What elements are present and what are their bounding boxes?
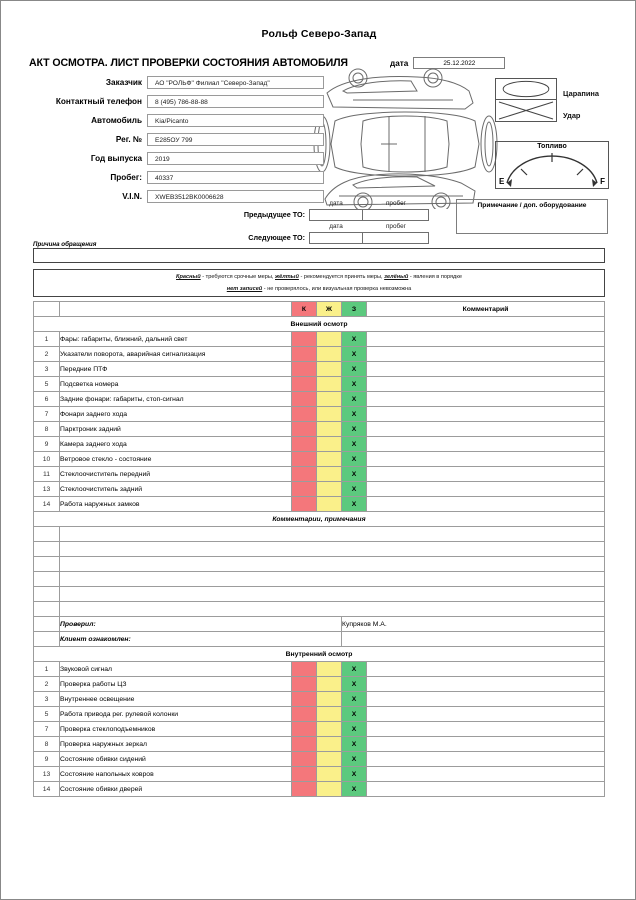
field-row-mileage (29, 170, 324, 185)
label-plate: Рег. № (115, 134, 142, 144)
row-number: 3 (34, 362, 60, 377)
comments-empty-input[interactable] (60, 527, 605, 542)
table-row (34, 422, 605, 437)
row-mark-green[interactable]: X (342, 407, 367, 422)
row-mark-yellow[interactable] (317, 347, 342, 362)
vehicle-diagram-icon (313, 59, 499, 209)
comments-empty-num (34, 587, 60, 602)
table-row (34, 752, 605, 767)
row-mark-green[interactable]: X (342, 377, 367, 392)
row-item-name: Указатели поворота, аварийная сигнализация (60, 347, 292, 362)
row-item-name: Работа наружных замков (60, 497, 292, 512)
row-item-name: Проверка работы ЦЗ (60, 677, 292, 692)
row-number: 3 (34, 692, 60, 707)
legend-green-text: - явления в порядке (408, 274, 462, 280)
table-row (34, 407, 605, 422)
row-number: 5 (34, 377, 60, 392)
row-mark-red[interactable] (292, 482, 317, 497)
table-row (34, 332, 605, 347)
hit-symbol-cell (496, 100, 556, 121)
row-number: 9 (34, 752, 60, 767)
field-row-plate (29, 132, 324, 147)
fuel-full-label: F (600, 177, 605, 186)
row-comment[interactable] (367, 362, 605, 377)
field-row-phone (29, 94, 324, 109)
table-row (34, 662, 605, 677)
row-mark-red[interactable] (292, 677, 317, 692)
table-row (34, 347, 605, 362)
service-history-block (237, 199, 435, 245)
row-mark-red[interactable] (292, 362, 317, 377)
legend-line-1 (34, 273, 604, 282)
table-row (34, 467, 605, 482)
row-mark-yellow[interactable] (317, 782, 342, 797)
row-mark-red[interactable] (292, 782, 317, 797)
row-item-name: Стеклоочиститель задний (60, 482, 292, 497)
row-item-name: Парктроник задний (60, 422, 292, 437)
label-next-service: Следующее ТО: (248, 233, 305, 242)
field-row-year (29, 151, 324, 166)
row-mark-yellow[interactable] (317, 467, 342, 482)
row-comment[interactable] (367, 407, 605, 422)
section-title-1: Внешний осмотр (34, 317, 605, 332)
row-number: 10 (34, 452, 60, 467)
legend-yellow-text: - рекомендуется принять меры, (298, 274, 385, 280)
row-item-name: Фонари заднего хода (60, 407, 292, 422)
row-mark-yellow[interactable] (317, 392, 342, 407)
row-mark-green[interactable]: X (342, 422, 367, 437)
service-prev-row (237, 208, 435, 221)
row-mark-yellow[interactable] (317, 677, 342, 692)
checked-by-spacer (34, 617, 60, 632)
legend-norecord-key: нет записей (226, 286, 263, 292)
row-item-name: Подсветка номера (60, 377, 292, 392)
comments-empty-input[interactable] (60, 602, 605, 617)
row-mark-red[interactable] (292, 752, 317, 767)
row-comment[interactable] (367, 662, 605, 677)
checked-by-value[interactable]: Купряков М.А. (342, 617, 605, 632)
row-comment[interactable] (367, 722, 605, 737)
header-col-comment: Комментарий (367, 302, 605, 317)
damage-symbol-legend (495, 78, 557, 122)
header-col-green: З (342, 302, 367, 317)
row-comment[interactable] (367, 752, 605, 767)
row-mark-yellow[interactable] (317, 737, 342, 752)
row-number: 7 (34, 722, 60, 737)
row-mark-yellow[interactable] (317, 692, 342, 707)
section-header-row (34, 317, 605, 332)
input-next-service-date[interactable] (309, 232, 363, 244)
scratch-symbol-cell (496, 79, 556, 100)
row-mark-green[interactable]: X (342, 707, 367, 722)
input-year[interactable]: 2019 (147, 152, 324, 165)
header-spacer-name (60, 302, 292, 317)
row-mark-yellow[interactable] (317, 377, 342, 392)
row-mark-yellow[interactable] (317, 422, 342, 437)
service-col-date: дата (329, 200, 343, 207)
row-mark-yellow[interactable] (317, 362, 342, 377)
row-comment[interactable] (367, 377, 605, 392)
row-mark-yellow[interactable] (317, 482, 342, 497)
date-label: дата (390, 58, 409, 68)
row-mark-red[interactable] (292, 422, 317, 437)
service-next-row (237, 231, 435, 244)
row-mark-green[interactable]: X (342, 437, 367, 452)
legend-yellow-key: жёлтый (275, 274, 299, 280)
row-mark-yellow[interactable] (317, 332, 342, 347)
comments-empty-row (34, 572, 605, 587)
row-mark-green[interactable]: X (342, 497, 367, 512)
row-item-name: Звуковой сигнал (60, 662, 292, 677)
table-row (34, 707, 605, 722)
row-mark-red[interactable] (292, 722, 317, 737)
comments-empty-num (34, 572, 60, 587)
fuel-arc-icon (495, 153, 609, 187)
comments-empty-input[interactable] (60, 557, 605, 572)
fuel-gauge (495, 141, 609, 189)
row-item-name: Состояние напольных ковров (60, 767, 292, 782)
additional-equipment-note[interactable] (456, 199, 608, 234)
row-comment[interactable] (367, 782, 605, 797)
input-vehicle[interactable]: Kia/Picanto (147, 114, 324, 127)
client-ack-row (34, 632, 605, 647)
row-number: 9 (34, 437, 60, 452)
row-number: 13 (34, 767, 60, 782)
table-row (34, 767, 605, 782)
row-number: 8 (34, 422, 60, 437)
row-mark-yellow[interactable] (317, 752, 342, 767)
header-col-red: К (292, 302, 317, 317)
row-mark-red[interactable] (292, 347, 317, 362)
client-ack-label: Клиент ознакомлен: (60, 632, 342, 647)
row-mark-green[interactable]: X (342, 752, 367, 767)
comments-empty-input[interactable] (60, 587, 605, 602)
section-title-2: Внутренний осмотр (34, 647, 605, 662)
row-mark-yellow[interactable] (317, 767, 342, 782)
service-col-headers-2 (237, 222, 435, 231)
row-item-name: Проверка стеклоподъемников (60, 722, 292, 737)
label-customer: Заказчик (105, 77, 142, 87)
row-mark-yellow[interactable] (317, 722, 342, 737)
comments-empty-row (34, 557, 605, 572)
fuel-empty-label: E (499, 177, 505, 186)
row-mark-green[interactable]: X (342, 677, 367, 692)
row-mark-yellow[interactable] (317, 452, 342, 467)
label-year: Год выпуска (90, 153, 142, 163)
row-mark-green[interactable]: X (342, 692, 367, 707)
row-number: 5 (34, 707, 60, 722)
row-mark-red[interactable] (292, 707, 317, 722)
row-comment[interactable] (367, 347, 605, 362)
fuel-gauge-title: Топливо (537, 143, 567, 150)
checked-by-label: Проверил: (60, 617, 342, 632)
label-prev-service: Предыдущее ТО: (243, 210, 305, 219)
table-row (34, 677, 605, 692)
scratch-label: Царапина (563, 89, 599, 98)
comments-empty-num (34, 602, 60, 617)
table-row (34, 497, 605, 512)
row-number: 7 (34, 407, 60, 422)
row-item-name: Стеклоочиститель передний (60, 467, 292, 482)
table-row (34, 362, 605, 377)
row-mark-red[interactable] (292, 377, 317, 392)
row-mark-red[interactable] (292, 332, 317, 347)
row-mark-red[interactable] (292, 737, 317, 752)
table-row (34, 737, 605, 752)
date-input[interactable]: 25.12.2022 (413, 57, 505, 69)
service-col-mileage-2: пробег (385, 223, 407, 230)
table-row (34, 377, 605, 392)
row-comment[interactable] (367, 737, 605, 752)
row-comment[interactable] (367, 332, 605, 347)
row-mark-green[interactable]: X (342, 662, 367, 677)
checked-by-row (34, 617, 605, 632)
row-comment[interactable] (367, 677, 605, 692)
service-col-date-2: дата (329, 223, 343, 230)
row-comment[interactable] (367, 467, 605, 482)
row-comment[interactable] (367, 392, 605, 407)
row-comment[interactable] (367, 707, 605, 722)
additional-equipment-title: Примечание / доп. оборудование (477, 202, 587, 209)
input-customer[interactable]: АО "РОЛЬФ" Филиал "Северо-Запад" (147, 76, 324, 89)
row-comment[interactable] (367, 452, 605, 467)
comments-empty-input[interactable] (60, 542, 605, 557)
row-item-name: Состояние обивки сидений (60, 752, 292, 767)
row-mark-green[interactable]: X (342, 392, 367, 407)
comments-empty-input[interactable] (60, 572, 605, 587)
row-mark-red[interactable] (292, 452, 317, 467)
row-comment[interactable] (367, 692, 605, 707)
legend-norecord-text: - не проверялось, или визуальная проверка невозможна (262, 286, 412, 292)
row-comment[interactable] (367, 497, 605, 512)
client-ack-spacer (34, 632, 60, 647)
row-number: 11 (34, 467, 60, 482)
table-row (34, 392, 605, 407)
row-number: 2 (34, 677, 60, 692)
row-mark-green[interactable]: X (342, 737, 367, 752)
comments-empty-num (34, 557, 60, 572)
row-mark-red[interactable] (292, 392, 317, 407)
label-mileage: Пробег: (110, 172, 142, 182)
section-header-row (34, 647, 605, 662)
hit-label: Удар (563, 111, 581, 120)
legend-line-2 (34, 285, 604, 294)
row-mark-red[interactable] (292, 692, 317, 707)
label-phone: Контактный телефон (55, 96, 142, 106)
legend-red-key: Красный (176, 274, 201, 280)
table-row (34, 692, 605, 707)
table-row (34, 452, 605, 467)
row-mark-yellow[interactable] (317, 662, 342, 677)
input-prev-service-date[interactable] (309, 209, 363, 221)
input-vin[interactable]: XWEB3512BK0006628 (147, 190, 324, 203)
row-comment[interactable] (367, 437, 605, 452)
row-mark-yellow[interactable] (317, 707, 342, 722)
comments-empty-row (34, 527, 605, 542)
vehicle-info-fields (29, 75, 324, 208)
row-item-name: Ветровое стекло - состояние (60, 452, 292, 467)
header-col-yellow: Ж (317, 302, 342, 317)
row-number: 2 (34, 347, 60, 362)
legend-green-key: зелёный (384, 274, 409, 280)
row-comment[interactable] (367, 482, 605, 497)
company-name: Рольф Северо-Запад (261, 28, 377, 40)
row-mark-green[interactable]: X (342, 347, 367, 362)
comments-empty-row (34, 542, 605, 557)
row-mark-green[interactable]: X (342, 467, 367, 482)
row-mark-yellow[interactable] (317, 497, 342, 512)
reason-label: Причина обращения (33, 241, 97, 248)
inspection-table (33, 301, 605, 797)
row-mark-green[interactable]: X (342, 452, 367, 467)
row-comment[interactable] (367, 767, 605, 782)
row-number: 6 (34, 392, 60, 407)
comments-title: Комментарии, примечания (34, 512, 605, 527)
row-mark-green[interactable]: X (342, 722, 367, 737)
header-spacer-num (34, 302, 60, 317)
color-legend (33, 269, 605, 297)
row-item-name: Фары: габариты, ближний, дальний свет (60, 332, 292, 347)
row-item-name: Работа привода рег. рулевой колонки (60, 707, 292, 722)
row-mark-green[interactable]: X (342, 782, 367, 797)
row-mark-green[interactable]: X (342, 482, 367, 497)
comments-title-row (34, 512, 605, 527)
row-mark-green[interactable]: X (342, 332, 367, 347)
reason-input[interactable] (33, 248, 605, 263)
input-mileage[interactable]: 40337 (147, 171, 324, 184)
row-mark-red[interactable] (292, 497, 317, 512)
table-row (34, 722, 605, 737)
ellipse-icon (496, 79, 556, 99)
row-item-name: Внутреннее освещение (60, 692, 292, 707)
row-mark-red[interactable] (292, 767, 317, 782)
row-item-name: Состояние обивки дверей (60, 782, 292, 797)
page-title: АКТ ОСМОТРА. ЛИСТ ПРОВЕРКИ СОСТОЯНИЯ АВТОМОБИЛЯ (29, 57, 348, 69)
input-phone[interactable]: 8 (495) 786-88-88 (147, 95, 324, 108)
table-header-row (34, 302, 605, 317)
comments-empty-row (34, 587, 605, 602)
input-prev-service-mileage[interactable] (363, 209, 429, 221)
row-number: 14 (34, 497, 60, 512)
row-item-name: Проверка наружных зеркал (60, 737, 292, 752)
row-mark-yellow[interactable] (317, 407, 342, 422)
table-row (34, 482, 605, 497)
row-mark-red[interactable] (292, 407, 317, 422)
input-next-service-mileage[interactable] (363, 232, 429, 244)
row-mark-red[interactable] (292, 662, 317, 677)
row-item-name: Передние ПТФ (60, 362, 292, 377)
row-number: 13 (34, 482, 60, 497)
service-col-headers (237, 199, 435, 208)
row-item-name: Задние фонари: габариты, стоп-сигнал (60, 392, 292, 407)
row-number: 14 (34, 782, 60, 797)
cross-icon (496, 100, 556, 121)
row-mark-green[interactable]: X (342, 767, 367, 782)
client-ack-value[interactable] (342, 632, 605, 647)
row-number: 8 (34, 737, 60, 752)
row-mark-red[interactable] (292, 437, 317, 452)
comments-empty-num (34, 542, 60, 557)
input-plate[interactable]: Е285ОУ 799 (147, 133, 324, 146)
table-row (34, 782, 605, 797)
label-vehicle: Автомобиль (91, 115, 142, 125)
legend-red-text: - требуются срочные меры, (200, 274, 275, 280)
comments-empty-row (34, 602, 605, 617)
row-mark-yellow[interactable] (317, 437, 342, 452)
label-vin: V.I.N. (122, 191, 142, 201)
row-comment[interactable] (367, 422, 605, 437)
service-col-mileage: пробег (385, 200, 407, 207)
row-mark-red[interactable] (292, 467, 317, 482)
row-number: 1 (34, 332, 60, 347)
row-item-name: Камера заднего хода (60, 437, 292, 452)
row-number: 1 (34, 662, 60, 677)
field-row-customer (29, 75, 324, 90)
field-row-vehicle (29, 113, 324, 128)
comments-empty-num (34, 527, 60, 542)
row-mark-green[interactable]: X (342, 362, 367, 377)
table-row (34, 437, 605, 452)
